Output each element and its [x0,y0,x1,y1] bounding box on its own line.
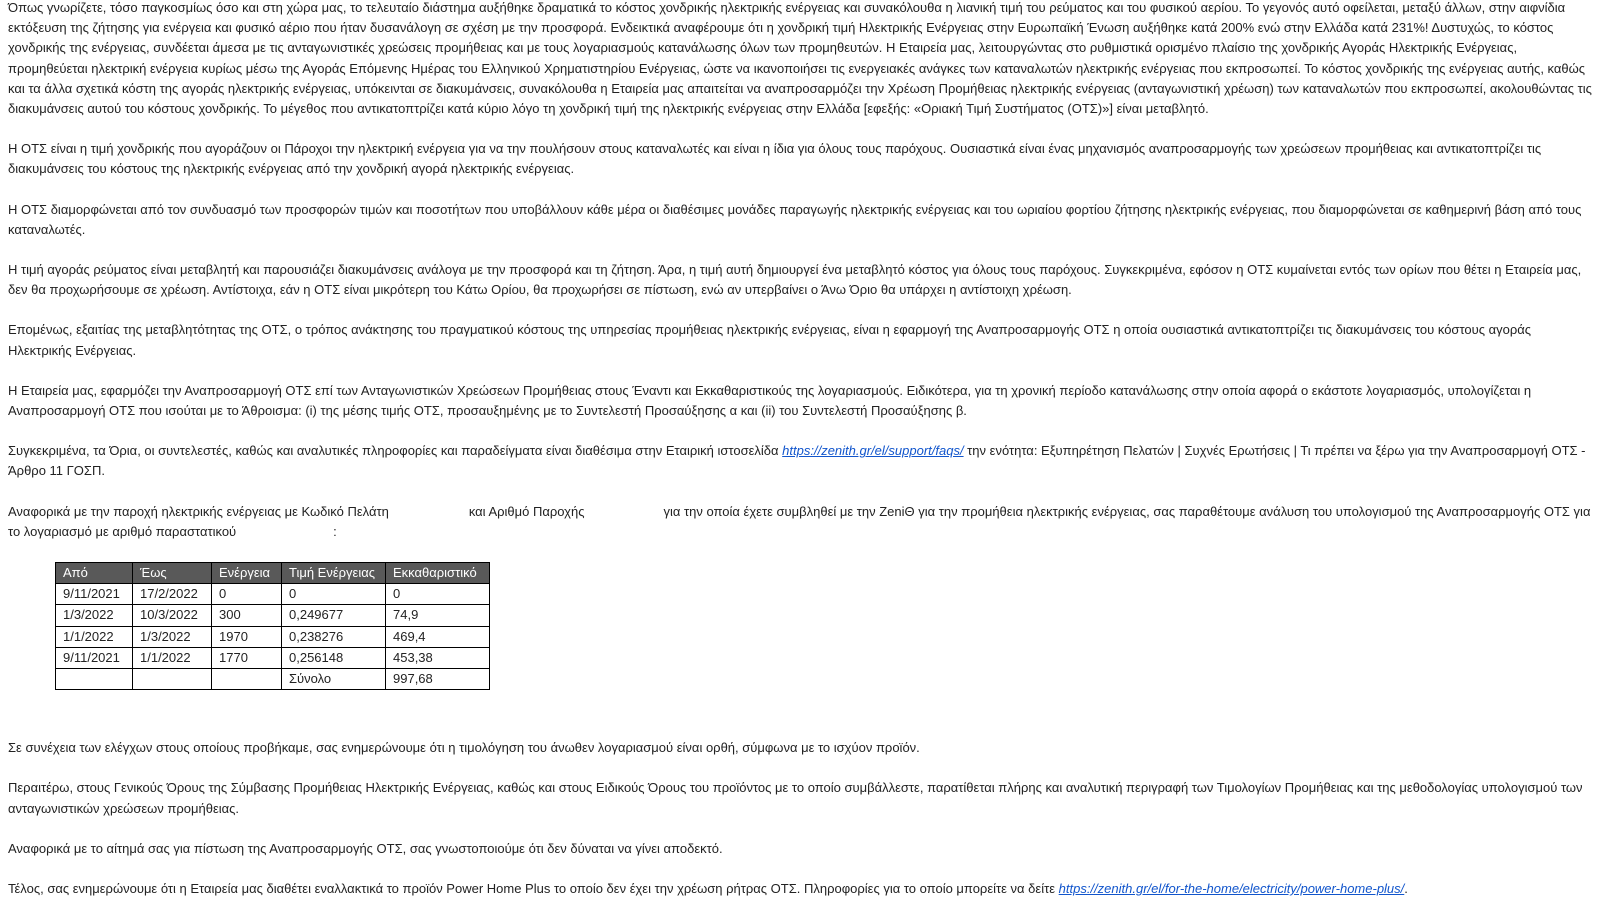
paragraph-alternative-product [8,879,1592,899]
paragraph-terms: Περαιτέρω, στους Γενικούς Όρους της Σύμβασης Προμήθειας Ηλεκτρικής Ενέργειας, καθώς και στους Ειδικούς Όρους του προϊόντος με το οποίο συμβάλλεστε, παρατίθεται πλήρης και αναλυτική περιγραφή των Τιμολογίων Προμήθειας και της μεθοδολογίας υπολογισμού των ανταγωνιστικών χρεώσεων προμήθειας. [8,780,1583,816]
cell-settlement: 0 [386,584,490,605]
cell-empty [56,669,133,690]
analysis-colon: : [333,523,337,539]
cell-energy: 300 [212,605,282,626]
cell-to: 10/3/2022 [133,605,212,626]
cell-energy-price: 0,256148 [282,647,386,668]
alternative-text-before: Τέλος, σας ενημερώνουμε ότι η Εταιρεία μας διαθέτει εναλλακτικά το προϊόν Power Home Plus το οποίο δεν έχει την χρέωση ρήτρας ΟΤΣ. Πληροφορίες για το οποίο μπορείτε να δείτε [8,881,1059,897]
table-total-row [56,669,490,690]
customer-code-label: Αναφορικά με την παροχή ηλεκτρικής ενέργειας με Κωδικό Πελάτη [8,503,389,519]
col-header-to: Έως [133,563,212,584]
table-row [56,605,490,626]
cell-energy: 1770 [212,647,282,668]
col-header-energy: Ενέργεια [212,563,282,584]
cell-empty [133,669,212,690]
cell-total-value: 997,68 [386,669,490,690]
cell-energy-price: 0,249677 [282,605,386,626]
analysis-intro-text: για την οποία έχετε συμβληθεί με την ΖeniΘ για την προμήθεια ηλεκτρικής ενέργειας, σας παραθέτουμε ανάλυση του υπολογισμού της Αναπροσαρμογής ΟΤΣ για το λογαριασμό με αριθμό παραστατικού [8,503,1591,539]
faq-link[interactable]: https://zenith.gr/el/support/faqs/ [782,443,964,459]
cell-to: 17/2/2022 [133,584,212,605]
cell-from: 1/3/2022 [56,605,133,626]
paragraph-price-variation: Η τιμή αγοράς ρεύματος είναι μεταβλητή και παρουσιάζει διακυμάνσεις ανάλογα με την προσφορά και τη ζήτηση. Άρα, η τιμή αυτή δημιουργεί ένα μεταβλητό κόστος για όλους τους παρόχους. Συγκεκριμένα, εφόσον η ΟΤΣ κυμαίνεται εντός των ορίων που θέτει η Εταιρεία μας, δεν θα προχωρήσουμε σε χρέωση. Αντίστοιχα, εάν η ΟΤΣ είναι μικρότερη του Κάτω Ορίου, θα προχωρήσει σε πίστωση, ενώ αν υπερβαίνει ο Άνω Όριο θα υπάρχει η αντίστοιχη χρέωση. [8,262,1582,298]
paragraph-billing-correct: Σε συνέχεια των ελέγχων στους οποίους προβήκαμε, σας ενημερώνουμε ότι η τιμολόγηση του άνωθεν λογαριασμού είναι ορθή, σύμφωνα με το ισχύον προϊόν. [8,740,920,756]
cell-empty [212,669,282,690]
paragraph-application: Η Εταιρεία μας, εφαρμόζει την Αναπροσαρμογή ΟΤΣ επί των Ανταγωνιστικών Χρεώσεων Προμήθειας στους Έναντι και Εκκαθαριστικούς της λογαριασμούς. Ειδικότερα, για τη χρονική περίοδο κατανάλωσης στην οποία αφορά ο εκάστοτε λογαριασμός, υπολογίζεται η Αναπροσαρμογή ΟΤΣ που ισούται με το Άθροισμα: (i) της μέσης τιμής ΟΤΣ, προσαυξημένης με το Συντελεστή Προσαύξησης α και (ii) του Συντελεστή Προσαύξησης β. [8,382,1532,419]
cell-settlement: 453,38 [386,647,490,668]
cell-to: 1/1/2022 [133,647,212,668]
paragraph-intro: Όπως γνωρίζετε, τόσο παγκοσμίως όσο και στη χώρα μας, το τελευταίο διάστημα αυξήθηκε δραματικά το κόστος χονδρικής ηλεκτρικής ενέργειας και συνακόλουθα η λιανική τιμή του ρεύματος και του φυσικού αερίου. Το γεγονός αυτό οφείλεται, μεταξύ άλλων, στην αιφνίδια εκτόξευση της ζήτησης για ενέργεια και φυσικό αέριο που ήταν δυσανάλογη σε σχέση με την προσφορά. Ενδεικτικά αναφέρουμε ότι η χονδρική τιμή Ηλεκτρικής Ενέργειας στην Ευρωπαϊκή Ένωση αυξήθηκε κατά 200% ενώ στην Ελλάδα κατά 231%! Δυστυχώς, το κόστος χονδρικής της ενέργειας, συνδέεται άμεσα με τις ανταγωνιστικές χρεώσεις προμήθειας και με τους λογαριασμούς κατανάλωσης όλων των προμηθευτών. Η Εταιρεία μας, λειτουργώντας στο ρυθμιστικά ορισμένο πλαίσιο της χονδρικής Αγοράς Ηλεκτρικής Ενέργειας, προμηθεύεται ηλεκτρική ενέργεια κυρίως μέσω της Αγοράς Επόμενης Ημέρας του Ελληνικού Χρηματιστηρίου Ενέργειας, ώστε να ικανοποιήσει τις ενεργειακές ανάγκες των καταναλωτών ηλεκτρικής ενέργειας που εκπροσωπεί. Το κόστος χονδρικής της ενέργειας αυτής, καθώς και τα άλλα σχετικά κόστη της αγοράς ηλεκτρικής ενέργειας, υπόκεινται σε διακυμάνσεις, συνακόλουθα η Εταιρεία μας απαιτείται να αναπροσαρμόζει την Χρέωση Προμήθειας ηλεκτρικής ενέργειας (ανταγωνιστική χρέωση) των καταναλωτών που εκπροσωπεί, ακολουθώντας τις διακυμάνσεις αυτού του κόστους χονδρικής. Το μέγεθος που αντικατοπτρίζει κατά κύριο λόγο τη χονδρική τιμή της ηλεκτρικής ενέργειας στην Ελλάδα [εφεξής: «Οριακή Τιμή Συστήματος (ΟΤΣ)»] είναι μεταβλητό. [8,0,1592,117]
paragraph-ots-formation: Η ΟΤΣ διαμορφώνεται από τον συνδυασμό των προσφορών τιμών και ποσοτήτων που υποβάλλουν κάθε μέρα οι διαθέσιμες μονάδες παραγωγής ηλεκτρικής ενέργειας και του ωριαίου φορτίου ζήτησης ηλεκτρικής ενέργειας, που διαμορφώνεται σε καθημερινή βάση από τους καταναλωτές. [8,201,1582,237]
power-home-plus-link[interactable]: https://zenith.gr/el/for-the-home/electricity/power-home-plus/ [1058,881,1405,897]
table-row [56,647,490,668]
cell-energy: 1970 [212,626,282,647]
paragraph-request-rejected: Αναφορικά με το αίτημά σας για πίστωση της Αναπροσαρμογής ΟΤΣ, σας γνωστοποιούμε ότι δεν δύναται να γίνει αποδεκτό. [8,840,723,856]
cell-energy-price: 0 [282,584,386,605]
cell-from: 9/11/2021 [56,584,133,605]
cell-from: 1/1/2022 [56,626,133,647]
cell-total-label: Σύνολο [282,669,386,690]
supply-number-label: και Αριθμό Παροχής [468,503,585,519]
cell-settlement: 74,9 [386,605,490,626]
col-header-energy-price: Τιμή Ενέργειας [282,563,386,584]
cell-to: 1/3/2022 [133,626,212,647]
paragraph-adjustment: Επομένως, εξαιτίας της μεταβλητότητας της ΟΤΣ, ο τρόπος ανάκτησης του πραγματικού κόστους της υπηρεσίας προμήθειας ηλεκτρικής ενέργειας, είναι η εφαρμογή της Αναπροσαρμογής ΟΤΣ η οποία ουσιαστικά αντικατοπτρίζει τις διακυμάνσεις του κόστους αγοράς Ηλεκτρικής Ενέργειας. [8,322,1532,358]
col-header-from: Από [56,563,133,584]
cell-energy-price: 0,238276 [282,626,386,647]
paragraph-analysis-intro [8,502,1592,542]
table-row [56,584,490,605]
cell-energy: 0 [212,584,282,605]
table-header-row [56,563,490,584]
paragraph-faq-reference [8,441,1592,481]
paragraph-ots-definition: Η ΟΤΣ είναι η τιμή χονδρικής που αγοράζουν οι Πάροχοι την ηλεκτρική ενέργεια για να την πουλήσουν στους καταναλωτές και είναι η ίδια για όλους τους παρόχους. Ουσιαστικά είναι ένας μηχανισμός αναπροσαρμογής των χρεώσεων προμήθειας και αντικατοπτρίζει τις διακυμάνσεις του κόστους της ηλεκτρικής ενέργειας από την χονδρική αγορά ηλεκτρικής ενέργειας. [8,141,1542,177]
alternative-text-after: . [1404,881,1408,897]
cell-from: 9/11/2021 [56,647,133,668]
ots-adjustment-table [55,562,490,690]
col-header-settlement: Εκκαθαριστικό [386,563,490,584]
faq-text-before: Συγκεκριμένα, τα Όρια, οι συντελεστές, καθώς και αναλυτικές πληροφορίες και παραδείγματα είναι διαθέσιμα στην Εταιρική ιστοσελίδα [8,443,783,459]
cell-settlement: 469,4 [386,626,490,647]
table-row [56,626,490,647]
faq-text-after: την ενότητα: Εξυπηρέτηση Πελατών | Συχνές Ερωτήσεις | Τι πρέπει να ξέρω για την Αναπροσαρμογή ΟΤΣ - Άρθρο 11 ΓΟΣΠ. [8,443,1586,479]
